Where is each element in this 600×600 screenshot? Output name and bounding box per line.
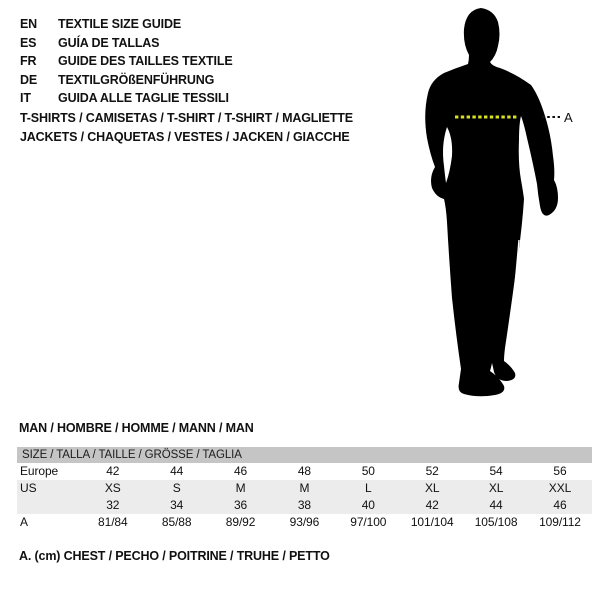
lang-row-es	[20, 34, 233, 53]
size-cell: 38	[273, 497, 337, 514]
size-cell: 54	[489, 464, 503, 478]
measure-label-a: A	[564, 110, 573, 125]
size-table	[17, 447, 592, 531]
lang-row-fr	[20, 52, 233, 71]
category-line-jackets: JACKETS / CHAQUETAS / VESTES / JACKEN / GIACCHE	[20, 129, 350, 144]
man-silhouette	[405, 0, 600, 400]
lang-code: DE	[20, 72, 38, 87]
size-cell: 89/92	[225, 515, 256, 529]
size-cell: XL	[400, 480, 464, 497]
size-cell: 34	[145, 497, 209, 514]
lang-code: EN	[20, 17, 38, 31]
size-cell: 56	[553, 464, 567, 478]
size-cell: 44	[464, 497, 528, 514]
size-cell: 36	[209, 497, 273, 514]
size-cell: 42	[106, 464, 120, 478]
size-cell: 101/104	[410, 515, 454, 529]
table-row-numeric	[17, 497, 592, 514]
table-header-label: SIZE / TALLA / TAILLE / GRÖSSE / TAGLIA	[17, 447, 592, 463]
size-cell: M	[273, 480, 337, 497]
language-list	[20, 15, 233, 108]
size-cell: 85/88	[161, 515, 192, 529]
size-cell: 105/108	[474, 515, 518, 529]
measure-footnote: A. (cm) CHEST / PECHO / POITRINE / TRUHE / PETTO	[19, 549, 330, 563]
size-cell: 109/112	[539, 515, 581, 529]
row-label	[17, 497, 81, 514]
section-title: MAN / HOMBRE / HOMME / MANN / MAN	[19, 421, 254, 435]
size-cell: 46	[233, 464, 248, 478]
row-label: US	[17, 480, 81, 497]
row-label: Europe	[20, 464, 59, 478]
size-cell: 52	[425, 464, 439, 478]
size-cell: 50	[361, 464, 375, 478]
size-cell: 42	[400, 497, 464, 514]
lang-code: FR	[20, 54, 37, 68]
man-body-shape	[425, 8, 558, 396]
size-cell: 81/84	[98, 515, 128, 529]
size-cell: 44	[170, 464, 184, 478]
lang-code: IT	[20, 91, 31, 105]
category-titles	[20, 109, 353, 146]
size-cell: 97/100	[350, 515, 387, 529]
size-cell: 32	[81, 497, 145, 514]
size-cell: 46	[528, 497, 592, 514]
lang-label: GUIDE DES TAILLES TEXTILE	[58, 54, 233, 68]
size-cell: S	[145, 480, 209, 497]
lang-label: GUÍA DE TALLAS	[58, 35, 160, 50]
lang-label: TEXTILE SIZE GUIDE	[58, 17, 182, 31]
table-row-us	[17, 480, 592, 497]
size-cell: XXL	[528, 480, 592, 497]
size-cell: 93/96	[289, 515, 320, 529]
size-cell: L	[336, 480, 400, 497]
lang-label: GUIDA ALLE TAGLIE TESSILI	[58, 91, 229, 105]
lang-row-de	[20, 71, 233, 90]
lang-code: ES	[20, 35, 37, 50]
table-row-europe	[17, 463, 592, 480]
table-row-chest-a	[17, 514, 592, 531]
lang-row-en	[20, 15, 233, 34]
size-cell: 48	[297, 464, 312, 478]
table-header-row	[17, 447, 592, 463]
lang-row-it	[20, 89, 233, 108]
size-cell: 40	[336, 497, 400, 514]
row-label: A	[20, 515, 28, 529]
size-cell: XS	[81, 480, 145, 497]
size-cell: M	[209, 480, 273, 497]
size-cell: XL	[464, 480, 528, 497]
lang-label: TEXTILGRÖßENFÜHRUNG	[58, 72, 215, 87]
category-line-tshirts: T-SHIRTS / CAMISETAS / T-SHIRT / T-SHIRT / MAGLIETTE	[20, 111, 353, 125]
